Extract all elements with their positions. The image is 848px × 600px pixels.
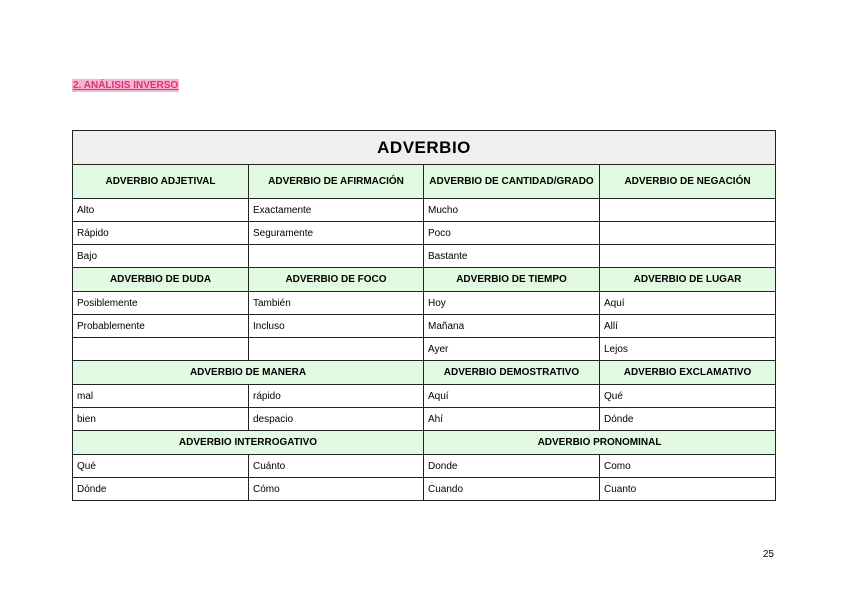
table-cell: Dónde xyxy=(600,408,776,431)
table-cell: Lejos xyxy=(600,338,776,361)
table-cell: Aquí xyxy=(600,292,776,315)
table-cell xyxy=(249,338,424,361)
header-row xyxy=(73,268,776,292)
header-cell: ADVERBIO DE FOCO xyxy=(249,268,424,292)
header-cell: ADVERBIO DE AFIRMACIÓN xyxy=(249,165,424,199)
table-cell: Ahí xyxy=(424,408,600,431)
header-cell: ADVERBIO EXCLAMATIVO xyxy=(600,361,776,385)
table-cell xyxy=(600,199,776,222)
table-cell: Dónde xyxy=(73,478,249,501)
header-cell: ADVERBIO DE DUDA xyxy=(73,268,249,292)
table-cell: Incluso xyxy=(249,315,424,338)
table-row xyxy=(73,245,776,268)
header-cell: ADVERBIO DE MANERA xyxy=(73,361,424,385)
header-row xyxy=(73,431,776,455)
table-cell: Bastante xyxy=(424,245,600,268)
table-cell: Mañana xyxy=(424,315,600,338)
table-cell: Poco xyxy=(424,222,600,245)
table-row xyxy=(73,385,776,408)
header-row xyxy=(73,165,776,199)
section-heading: 2. ANÁLISIS INVERSO xyxy=(73,80,179,91)
table-cell: Cuando xyxy=(424,478,600,501)
table-cell: Exactamente xyxy=(249,199,424,222)
table-cell xyxy=(73,338,249,361)
table-cell: También xyxy=(249,292,424,315)
header-cell: ADVERBIO DE TIEMPO xyxy=(424,268,600,292)
header-row xyxy=(73,361,776,385)
table-cell: Hoy xyxy=(424,292,600,315)
table-cell: Aquí xyxy=(424,385,600,408)
table-cell: Qué xyxy=(73,455,249,478)
table-cell: Rápido xyxy=(73,222,249,245)
header-cell: ADVERBIO DE NEGACIÓN xyxy=(600,165,776,199)
table-cell: Probablemente xyxy=(73,315,249,338)
table-cell: rápido xyxy=(249,385,424,408)
table-cell: Seguramente xyxy=(249,222,424,245)
table-cell: Como xyxy=(600,455,776,478)
header-cell: ADVERBIO PRONOMINAL xyxy=(424,431,776,455)
table-cell: Allí xyxy=(600,315,776,338)
header-cell: ADVERBIO ADJETIVAL xyxy=(73,165,249,199)
table-row xyxy=(73,478,776,501)
table-row xyxy=(73,292,776,315)
table-row xyxy=(73,338,776,361)
table-cell: Posiblemente xyxy=(73,292,249,315)
table-cell: Cuánto xyxy=(249,455,424,478)
table-cell: Donde xyxy=(424,455,600,478)
table-row xyxy=(73,315,776,338)
table-cell: bien xyxy=(73,408,249,431)
table-cell: Bajo xyxy=(73,245,249,268)
table-cell: despacio xyxy=(249,408,424,431)
table-cell xyxy=(600,245,776,268)
table-row xyxy=(73,222,776,245)
adverb-table xyxy=(72,130,776,501)
table-cell xyxy=(600,222,776,245)
table-cell: mal xyxy=(73,385,249,408)
header-cell: ADVERBIO DEMOSTRATIVO xyxy=(424,361,600,385)
header-cell: ADVERBIO DE LUGAR xyxy=(600,268,776,292)
page-number: 25 xyxy=(762,549,774,560)
header-cell: ADVERBIO DE CANTIDAD/GRADO xyxy=(424,165,600,199)
table-cell: Qué xyxy=(600,385,776,408)
table-row xyxy=(73,199,776,222)
header-cell: ADVERBIO INTERROGATIVO xyxy=(73,431,424,455)
table-row xyxy=(73,408,776,431)
table-row xyxy=(73,455,776,478)
title-row xyxy=(73,131,776,165)
table-cell xyxy=(249,245,424,268)
table-cell: Cuanto xyxy=(600,478,776,501)
table-cell: Ayer xyxy=(424,338,600,361)
table-cell: Cómo xyxy=(249,478,424,501)
table-cell: Alto xyxy=(73,199,249,222)
table-title: ADVERBIO xyxy=(73,131,776,165)
table-cell: Mucho xyxy=(424,199,600,222)
